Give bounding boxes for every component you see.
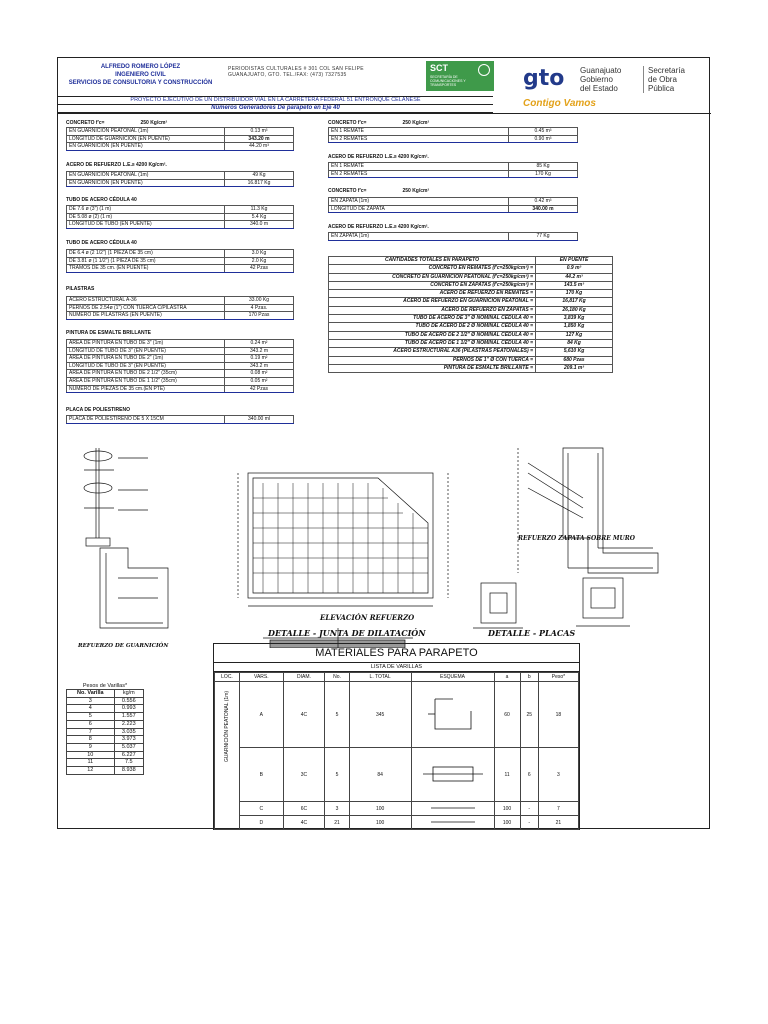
pilastras-label: PILASTRAS (66, 286, 95, 292)
kg-per-m: 3.035 (114, 728, 143, 736)
kg-per-m: 0.993 (114, 705, 143, 713)
row-value: 0.13 m³ (225, 128, 294, 136)
varilla-cell: B (240, 748, 284, 802)
totals-label: CONCRETO EN GUARNICION PEATONAL (f'c=250kg/cm²) = (329, 273, 536, 281)
totals-label: PINTURA DE ESMALTE BRILLANTE = (329, 364, 536, 372)
table-row (67, 135, 294, 143)
pesos-table (66, 689, 144, 775)
totals-label: ACERO DE REFUERZO EN REMATES = (329, 290, 536, 298)
varilla-cell: 60 (494, 682, 520, 748)
row-label: LONGITUD DE GUARNICIÓN (EN PUENTE) (67, 135, 225, 143)
varilla-cell: 84 (349, 748, 411, 802)
row-label: ÁREA DE PINTURA EN TUBO DE 3" (1m) (67, 340, 225, 348)
row-value: 170 Pzas (225, 312, 294, 320)
caption-zapata: REFUERZO ZAPATA SOBRE MURO (518, 535, 635, 542)
column-header: No. (325, 673, 350, 682)
table-row (329, 128, 578, 136)
totals-value: 3,839 Kg (536, 315, 613, 323)
row-value: 42 Pzas (225, 385, 294, 393)
varilla-number: 5 (67, 713, 115, 721)
totals-value: 127 Kg (536, 331, 613, 339)
row-label: NUMERO DE PIEZAS DE 35 cm.(EN PTE) (67, 385, 225, 393)
table-row (329, 205, 578, 213)
row-value: 33.00 Kg (225, 297, 294, 305)
sct-logo (426, 61, 494, 91)
varilla-cell: 6 (520, 748, 538, 802)
row-value: 44.20 m³ (225, 143, 294, 151)
varilla-number: 3 (67, 697, 115, 705)
placa-table (66, 415, 294, 424)
row-label: EN GUARNICIÓN PEATONAL (1m) (67, 128, 225, 136)
totals-label: ACERO ESTRUCTURAL A36 (PILASTRAS PEATONALES) = (329, 348, 536, 356)
left-concreto-label: CONCRETO f'c= 250 Kg/cm² (66, 120, 168, 126)
row-label: DE 6.4 ø (2 1/2") (1 PIEZA DE 35 cm) (67, 250, 225, 258)
pesos-title: Pesos de Varillas* (82, 683, 128, 689)
totals-value: 26,180 Kg (536, 306, 613, 314)
varilla-number: 4 (67, 705, 115, 713)
address-line-1: PERIODISTAS CULTURALES # 301 COL SAN FELIPE (228, 66, 364, 72)
elevacion-refuerzo-drawing (238, 473, 448, 606)
sheet-subtitle: Números Generadores De parapeto en Eje 40 (58, 104, 493, 113)
right-concreto2-label: CONCRETO f'c= 250 Kg/cm² (328, 188, 430, 194)
right-acero-label: ACERO DE REFUERZO L.E.≥ 4200 Kg/cm². (328, 154, 429, 160)
totals-row (329, 265, 613, 273)
sct-logo-text: SCT (430, 63, 448, 73)
kg-per-m: 0.556 (114, 697, 143, 705)
left-tubo40b-table (66, 249, 294, 273)
table-row (329, 233, 578, 241)
varilla-cell: C (240, 802, 284, 816)
table-row (67, 297, 294, 305)
table-row (67, 250, 294, 258)
pesos-row (67, 751, 144, 759)
caption-elevacion: ELEVACIÓN REFUERZO (320, 613, 415, 622)
totals-label: CONCRETO EN ZAPATAS (f'c=250kg/cm²) = (329, 281, 536, 289)
table-row (67, 128, 294, 136)
row-label: PERNOS DE 2.54ø (1") CON TUERCA C/PILASTRA (67, 304, 225, 312)
kg-per-m: 8.938 (114, 767, 143, 775)
table-row (67, 355, 294, 363)
varilla-cell: 3C (283, 748, 325, 802)
varilla-cell: 100 (349, 816, 411, 830)
varilla-cell: 345 (349, 682, 411, 748)
pesos-header: No. Varilla kg/m (67, 690, 144, 698)
loc-cell: GUARNICIÓN PEATONAL (1m) (215, 682, 240, 830)
totals-header: CANTIDADES TOTALES EN PARAPETO EN PUENTE (329, 257, 613, 265)
secretaria-text: Secretaría de Obra Pública (643, 66, 685, 93)
varilla-cell: - (520, 802, 538, 816)
varilla-cell: 7 (538, 802, 578, 816)
totals-row (329, 290, 613, 298)
totals-row (329, 339, 613, 347)
kg-per-m: 3.973 (114, 736, 143, 744)
totals-row (329, 281, 613, 289)
table-row (67, 179, 294, 187)
table-row (329, 163, 578, 171)
table-row (67, 370, 294, 378)
totals-label: ACERO DE REFUERZO EN GUARNICION PEATONAL = (329, 298, 536, 306)
varilla-number: 6 (67, 720, 115, 728)
row-label: DE 5.08 ø (2) (1 m) (67, 213, 225, 221)
table-row (67, 377, 294, 385)
row-label: EN ZAPATA (1m) (329, 198, 509, 206)
totals-value: 143.5 m³ (536, 281, 613, 289)
pilastras-table (66, 296, 294, 320)
varilla-cell: 18 (538, 682, 578, 748)
row-value: 4 Pzas. (225, 304, 294, 312)
totals-value: 16,817 Kg (536, 298, 613, 306)
kg-per-m: 5.037 (114, 743, 143, 751)
totals-table (328, 256, 613, 373)
table-row (329, 135, 578, 143)
totals-label: PERNOS DE 1" Ø CON TUERCA = (329, 356, 536, 364)
varillas-header (215, 673, 579, 682)
materiales-table-block (213, 643, 580, 830)
varilla-cell: 11 (494, 748, 520, 802)
row-label: ÁREA DE PINTURA EN TUBO DE 2 1/2" (35cm) (67, 370, 225, 378)
totals-row (329, 306, 613, 314)
right-concreto-table (328, 127, 578, 143)
address-line-2: GUANAJUATO, GTO. TEL./FAX: (473) 7327535 (228, 72, 347, 78)
row-label: NUMERO DE PILASTRAS (EN PUENTE) (67, 312, 225, 320)
row-label: EN GUARNICIÓN (EN PUENTE) (67, 143, 225, 151)
pesos-row (67, 767, 144, 775)
table-row (329, 198, 578, 206)
column-header: b (520, 673, 538, 682)
row-label: EN 2 REMATES (329, 135, 509, 143)
row-value: 343.2 m (225, 362, 294, 370)
row-value: 170 Kg (509, 170, 578, 178)
varilla-cell: 100 (349, 802, 411, 816)
placas-drawing (473, 578, 630, 628)
totals-label: ACERO DE REFUERZO EN ZAPATAS = (329, 306, 536, 314)
varilla-cell: A (240, 682, 284, 748)
project-title: PROYECTO EJECUTIVO DE UN DISTRIBUIDOR VIAL EN LA CARRETERA FEDERAL 51 ENTRONQUE CELANESE (58, 96, 493, 105)
row-label: DE 7.6 ø (3") (1 m) (67, 206, 225, 214)
varilla-number: 10 (67, 751, 115, 759)
row-value: 77 Kg (509, 233, 578, 241)
pesos-row (67, 736, 144, 744)
pintura-table (66, 339, 294, 393)
row-value: 0.45 m³ (509, 128, 578, 136)
table-row (67, 206, 294, 214)
totals-row (329, 315, 613, 323)
row-label: EN GUARNICIÓN PEATONAL (1m) (67, 172, 225, 180)
varilla-cell: 6C (283, 802, 325, 816)
totals-row (329, 348, 613, 356)
table-row (67, 362, 294, 370)
row-value: 0.05 m² (225, 377, 294, 385)
varilla-cell: 5 (325, 682, 350, 748)
esquema-b (411, 748, 494, 802)
column-header: Peso* (538, 673, 578, 682)
column-header: ESQUEMA (411, 673, 494, 682)
totals-row (329, 364, 613, 372)
column-header: LOC. (215, 673, 240, 682)
drawing-sheet (57, 57, 710, 829)
row-value: 0.08 m² (225, 370, 294, 378)
engineer-services: SERVICIOS DE CONSULTORIA Y CONSTRUCCIÓN (68, 80, 213, 86)
table-row (329, 170, 578, 178)
row-label: LONGITUD DE TUBO DE 3" (EN PUENTE) (67, 362, 225, 370)
placa-label: PLACA DE POLIESTIRENO (66, 407, 130, 413)
totals-row (329, 273, 613, 281)
right-acero2-table (328, 232, 578, 241)
engineer-title: INGENIERO CIVIL (115, 72, 166, 78)
sct-logo-subtext: SECRETARÍA DE COMUNICACIONES Y TRANSPORTES (430, 75, 466, 87)
row-value: 11.3 Kg (225, 206, 294, 214)
varilla-cell: 25 (520, 682, 538, 748)
row-value: 16.817 Kg (225, 179, 294, 187)
esquema-a (411, 682, 494, 748)
left-acero-label: ACERO DE REFUERZO L.E.≥ 4200 Kg/cm². (66, 162, 167, 168)
pesos-block (66, 683, 144, 775)
engineer-block (58, 58, 223, 87)
row-label: ÁREA DE PINTURA EN TUBO DE 1 1/2" (35cm) (67, 377, 225, 385)
totals-value: 680 Pzas (536, 356, 613, 364)
totals-value: 5,610 Kg (536, 348, 613, 356)
totals-row (329, 331, 613, 339)
table-row (67, 213, 294, 221)
left-concreto-table (66, 127, 294, 151)
esquema-d (411, 816, 494, 830)
row-value: 42 Pzas (225, 265, 294, 273)
zapata-drawing (518, 448, 658, 573)
gto-government-text: Guanajuato Gobierno del Estado (580, 66, 622, 93)
totals-label: TUBO DE ACERO DE 1 1/2" Ø NOMINAL CÉDULA 40 = (329, 339, 536, 347)
row-label: TRAMOS DE 35 cm. (EN PUENTE) (67, 265, 225, 273)
row-value: 3.0 Kg (225, 250, 294, 258)
column-header: DIAM. (283, 673, 325, 682)
varilla-number: 12 (67, 767, 115, 775)
varilla-cell: 5 (325, 748, 350, 802)
materiales-title: MATERIALES PARA PARAPETO (214, 644, 579, 663)
table-row (67, 221, 294, 229)
slogan: Contigo Vamos (523, 98, 596, 109)
varilla-cell: D (240, 816, 284, 830)
pesos-row (67, 720, 144, 728)
varilla-number: 11 (67, 759, 115, 767)
table-row (67, 312, 294, 320)
row-value: 85 Kg (509, 163, 578, 171)
table-row (67, 340, 294, 348)
header-divider (58, 113, 711, 114)
varilla-cell: 21 (325, 816, 350, 830)
varilla-cell: 100 (494, 816, 520, 830)
left-tubo40-label: TUBO DE ACERO CÉDULA 40 (66, 197, 137, 203)
right-concreto-label: CONCRETO f'c= 250 Kg/cm² (328, 120, 430, 126)
row-label: EN 1 REMATE (329, 128, 509, 136)
varilla-number: 8 (67, 736, 115, 744)
kg-per-m: 7.5 (114, 759, 143, 767)
pesos-row (67, 728, 144, 736)
engineer-name: ALFREDO ROMERO LÓPEZ (100, 64, 181, 70)
row-value: 2.0 Kg (225, 257, 294, 265)
left-tubo40-table (66, 205, 294, 229)
address-block (228, 66, 364, 78)
totals-value: 1,850 Kg (536, 323, 613, 331)
row-value: 340.00 m (509, 205, 578, 213)
column-header: VARS. (240, 673, 284, 682)
totals-label: TUBO DE ACERO DE 2 Ø NOMINAL CÉDULA 40 = (329, 323, 536, 331)
right-acero2-label: ACERO DE REFUERZO L.E.≥ 4200 Kg/cm². (328, 224, 429, 230)
guarnicion-drawing (84, 448, 168, 628)
row-label: EN ZAPATA (1m) (329, 233, 509, 241)
row-value: 0.90 m³ (509, 135, 578, 143)
caption-guarnicion: REFUERZO DE GUARNICIÓN (78, 643, 169, 649)
varilla-cell: 3 (538, 748, 578, 802)
row-value: 0.19 m² (225, 355, 294, 363)
pesos-row (67, 743, 144, 751)
table-row (67, 347, 294, 355)
kg-per-m: 1.557 (114, 713, 143, 721)
row-value: 343.20 m (225, 135, 294, 143)
varilla-cell: 4C (283, 816, 325, 830)
totals-value: 209.1 m² (536, 364, 613, 372)
varilla-cell: 21 (538, 816, 578, 830)
row-value: 0.24 m² (225, 340, 294, 348)
row-value: 5.4 Kg (225, 213, 294, 221)
row-label: LONGITUD DE ZAPATA (329, 205, 509, 213)
row-label: EN GUARNICIÓN (EN PUENTE) (67, 179, 225, 187)
left-tubo40b-label: TUBO DE ACERO CÉDULA 40 (66, 240, 137, 246)
caption-junta: DETALLE - JUNTA DE DILATACIÓN (268, 628, 426, 638)
row-label: EN 2 REMATES (329, 170, 509, 178)
column-header: a (494, 673, 520, 682)
row-label: LONGITUD DE TUBO (EN PUENTE) (67, 221, 225, 229)
left-acero-table (66, 171, 294, 187)
varilla-cell: - (520, 816, 538, 830)
table-row (67, 385, 294, 393)
row-value: 340.0 m (225, 221, 294, 229)
totals-label: TUBO DE ACERO DE 2 1/2" Ø NOMINAL CÉDULA 40 = (329, 331, 536, 339)
varilla-number: 9 (67, 743, 115, 751)
totals-label: CONCRETO EN REMATES (f'c=250kg/cm²) = (329, 265, 536, 273)
varilla-cell: 100 (494, 802, 520, 816)
gto-logo: gto (523, 66, 565, 91)
totals-value: 0.9 m³ (536, 265, 613, 273)
row-label: EN 1 REMATE (329, 163, 509, 171)
row-label: LONGITUD DE TUBO DE 3" (EN PUENTE) (67, 347, 225, 355)
totals-value: 84 Kg (536, 339, 613, 347)
column-header: L. TOTAL (349, 673, 411, 682)
totals-value: 44.2 m³ (536, 273, 613, 281)
totals-row (329, 323, 613, 331)
right-acero-table (328, 162, 578, 178)
table-row (67, 304, 294, 312)
row-value: 0.42 m³ (509, 198, 578, 206)
varillas-table (214, 672, 579, 830)
row-label: ACERO ESTRUCTURAL A-36 (67, 297, 225, 305)
caption-placas: DETALLE - PLACAS (488, 628, 576, 638)
varilla-cell: 4C (283, 682, 325, 748)
table-row (67, 143, 294, 151)
totals-value: 170 Kg (536, 290, 613, 298)
right-concreto2-table (328, 197, 578, 213)
totals-row (329, 298, 613, 306)
pintura-label: PINTURA DE ESMALTE BRILLANTE (66, 330, 151, 336)
table-row (67, 172, 294, 180)
pesos-row (67, 713, 144, 721)
pesos-row (67, 759, 144, 767)
row-label: ÁREA DE PINTURA EN TUBO DE 2" (1m) (67, 355, 225, 363)
row-value: 343.2 m (225, 347, 294, 355)
row-label: PLACA DE POLIESTIRENO DE 5 X 15CM (67, 416, 225, 424)
table-row (67, 257, 294, 265)
row-value: 340.00 ml (225, 416, 294, 424)
pesos-row (67, 697, 144, 705)
totals-label: TUBO DE ACERO DE 3" Ø NOMINAL CÉDULA 40 = (329, 315, 536, 323)
kg-per-m: 2.223 (114, 720, 143, 728)
row-label: DE 3.81 ø (1 1/2") (1 PIEZA DE 35 cm) (67, 257, 225, 265)
esquema-c (411, 802, 494, 816)
materiales-subtitle: LISTA DE VARILLAS (214, 663, 579, 672)
table-row (67, 416, 294, 424)
eagle-icon (478, 64, 490, 76)
totals-row (329, 356, 613, 364)
varilla-cell: 3 (325, 802, 350, 816)
kg-per-m: 6.227 (114, 751, 143, 759)
row-value: 49 Kg (225, 172, 294, 180)
table-row (67, 265, 294, 273)
pesos-row (67, 705, 144, 713)
varilla-number: 7 (67, 728, 115, 736)
